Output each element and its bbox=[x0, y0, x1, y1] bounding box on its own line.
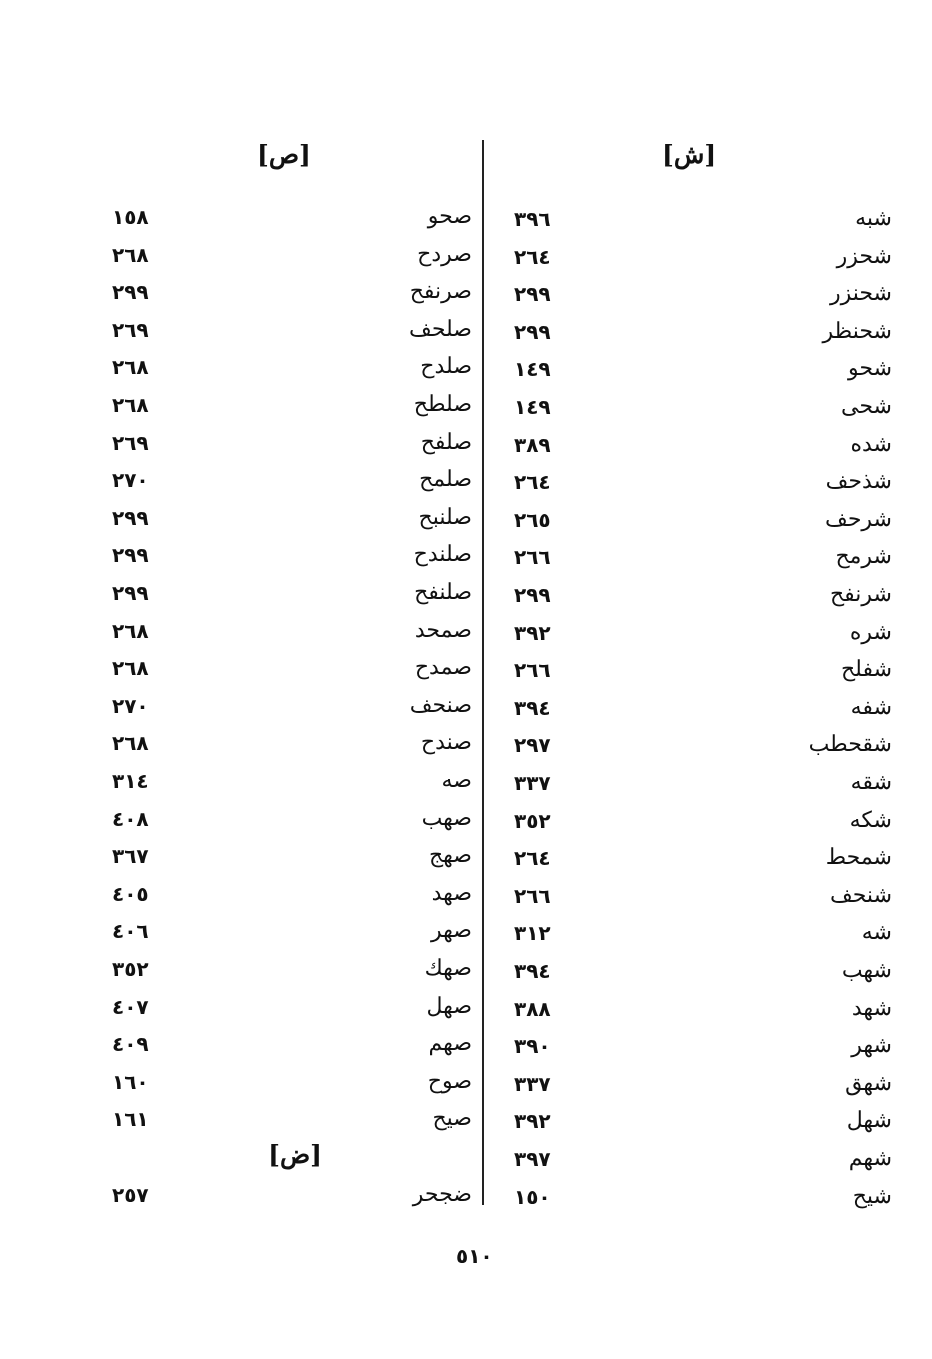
index-entry bbox=[92, 499, 472, 537]
entry-page-number: ٣٣٧ bbox=[514, 771, 551, 795]
index-entry bbox=[92, 612, 472, 650]
entry-word: صلنفح bbox=[414, 580, 472, 605]
entry-page-number: ٣٣٧ bbox=[514, 1072, 551, 1096]
entry-page-number: ٢٦٦ bbox=[514, 884, 551, 908]
entry-page-number: ٢٩٧ bbox=[514, 733, 551, 757]
index-entry bbox=[92, 236, 472, 274]
entry-word: شهر bbox=[851, 1033, 892, 1058]
index-entry bbox=[92, 800, 472, 838]
entry-page-number: ١٥٠ bbox=[514, 1185, 551, 1209]
entry-word: شحو bbox=[848, 356, 892, 381]
entry-page-number: ٣٥٢ bbox=[514, 809, 551, 833]
entry-word: صنحف bbox=[409, 693, 472, 718]
index-entry bbox=[492, 726, 892, 764]
entry-word: صلطح bbox=[413, 392, 472, 417]
entry-word: شفه bbox=[850, 695, 892, 720]
entry-word: صهم bbox=[428, 1031, 472, 1056]
entry-word: صلندح bbox=[413, 542, 472, 567]
entry-page-number: ٢٩٩ bbox=[112, 581, 149, 605]
entry-word: شهد bbox=[851, 996, 892, 1021]
entry-page-number: ١٤٩ bbox=[514, 395, 551, 419]
sub-section-row bbox=[92, 1138, 472, 1176]
index-entry bbox=[92, 762, 472, 800]
entry-page-number: ٢٦٩ bbox=[112, 318, 149, 342]
entry-page-number: ٢٦٨ bbox=[112, 355, 149, 379]
entry-page-number: ٤٠٦ bbox=[112, 919, 149, 943]
entry-page-number: ٢٦٤ bbox=[514, 470, 551, 494]
entry-page-number: ٢٧٠ bbox=[112, 694, 149, 718]
entry-word: صلدح bbox=[420, 354, 472, 379]
entry-page-number: ١٤٩ bbox=[514, 357, 551, 381]
entry-word: شذحف bbox=[825, 469, 892, 494]
entry-page-number: ٣٩٤ bbox=[514, 959, 551, 983]
entry-page-number: ٣٨٨ bbox=[514, 997, 551, 1021]
entry-word: ضجحر bbox=[412, 1182, 472, 1207]
entry-page-number: ٢٦٨ bbox=[112, 619, 149, 643]
entry-word: شحى bbox=[841, 394, 892, 419]
index-entry bbox=[492, 576, 892, 614]
index-entry bbox=[92, 1100, 472, 1138]
entry-page-number: ٢٦٨ bbox=[112, 243, 149, 267]
index-entry bbox=[92, 311, 472, 349]
index-entry bbox=[92, 988, 472, 1026]
index-entry bbox=[492, 238, 892, 276]
entry-word: شفلح bbox=[840, 657, 892, 682]
entry-page-number: ٢٩٩ bbox=[112, 280, 149, 304]
entry-word: صرنفح bbox=[409, 279, 472, 304]
left-column bbox=[92, 0, 472, 1230]
index-entry bbox=[92, 950, 472, 988]
entry-word: صهل bbox=[426, 994, 472, 1019]
entry-word: شرمح bbox=[835, 544, 892, 569]
entry-page-number: ٢٩٩ bbox=[112, 543, 149, 567]
index-entry bbox=[492, 426, 892, 464]
index-entry bbox=[492, 1140, 892, 1178]
index-entry bbox=[92, 461, 472, 499]
index-entry bbox=[492, 1102, 892, 1140]
entry-word: صوح bbox=[427, 1069, 472, 1094]
entry-page-number: ٣٩٠ bbox=[514, 1034, 551, 1058]
index-entry bbox=[92, 574, 472, 612]
entry-page-number: ٣٩٧ bbox=[514, 1147, 551, 1171]
entry-page-number: ٢٥٧ bbox=[112, 1183, 149, 1207]
entry-page-number: ٢٦٤ bbox=[514, 245, 551, 269]
entry-word: شهب bbox=[841, 958, 892, 983]
index-entry bbox=[492, 1027, 892, 1065]
entry-word: صيح bbox=[432, 1106, 472, 1131]
section-heading-sad: [ص] bbox=[257, 140, 311, 169]
entry-page-number: ٤٠٨ bbox=[112, 807, 149, 831]
index-entry bbox=[492, 689, 892, 727]
entry-page-number: ٣٩٦ bbox=[514, 207, 551, 231]
entry-word: صهج bbox=[428, 843, 472, 868]
entry-page-number: ٢٦٥ bbox=[514, 508, 551, 532]
entry-page-number: ٣١٢ bbox=[514, 921, 551, 945]
index-entry bbox=[492, 764, 892, 802]
index-entry bbox=[492, 463, 892, 501]
entry-page-number: ٢٧٠ bbox=[112, 468, 149, 492]
entry-word: شمحط bbox=[825, 845, 892, 870]
index-entry bbox=[92, 687, 472, 725]
entry-word: صهر bbox=[431, 918, 472, 943]
section-heading-shin: [ش] bbox=[662, 140, 717, 169]
index-entry bbox=[92, 1025, 472, 1063]
entry-word: شحنزر bbox=[829, 281, 892, 306]
entry-word: شهل bbox=[846, 1108, 892, 1133]
right-column bbox=[492, 0, 892, 1230]
entry-page-number: ٢٩٩ bbox=[514, 583, 551, 607]
entry-word: شيح bbox=[852, 1184, 892, 1209]
entry-page-number: ١٦١ bbox=[112, 1107, 149, 1131]
entry-word: صلنبح bbox=[418, 505, 472, 530]
entry-page-number: ٢٦٤ bbox=[514, 846, 551, 870]
entry-page-number: ٢٦٦ bbox=[514, 658, 551, 682]
index-entry bbox=[92, 273, 472, 311]
entry-word: شكه bbox=[849, 808, 892, 833]
entry-word: صردح bbox=[417, 242, 472, 267]
entry-page-number: ٢٩٩ bbox=[514, 320, 551, 344]
entry-word: شحنظر bbox=[822, 319, 892, 344]
entry-word: شحزر bbox=[836, 244, 892, 269]
entry-page-number: ٤٠٧ bbox=[112, 995, 149, 1019]
entry-word: شبه bbox=[855, 206, 892, 231]
entry-word: شهم bbox=[848, 1146, 892, 1171]
entry-word: شره bbox=[849, 620, 892, 645]
index-entry bbox=[492, 538, 892, 576]
index-entry bbox=[492, 914, 892, 952]
index-entry bbox=[92, 198, 472, 236]
index-entry bbox=[492, 313, 892, 351]
entry-word: صهك bbox=[424, 956, 472, 981]
entry-page-number: ٣٥٢ bbox=[112, 957, 149, 981]
entry-page-number: ٢٦٨ bbox=[112, 731, 149, 755]
entry-page-number: ٢٦٩ bbox=[112, 431, 149, 455]
entry-page-number: ٤٠٩ bbox=[112, 1032, 149, 1056]
entry-page-number: ٣٩٢ bbox=[514, 1109, 551, 1133]
entry-word: صلحف bbox=[409, 317, 472, 342]
index-entry bbox=[92, 1176, 472, 1214]
entry-page-number: ٣١٤ bbox=[112, 769, 149, 793]
entry-word: صهب bbox=[421, 806, 472, 831]
entry-word: صلمح bbox=[419, 467, 472, 492]
index-entry bbox=[492, 839, 892, 877]
index-entry bbox=[492, 614, 892, 652]
index-entry bbox=[492, 802, 892, 840]
entry-word: صمحد bbox=[414, 618, 472, 643]
entry-page-number: ٢٩٩ bbox=[514, 282, 551, 306]
index-entry bbox=[92, 536, 472, 574]
entry-word: صحو bbox=[427, 204, 472, 229]
entry-page-number: ١٥٨ bbox=[112, 205, 149, 229]
entry-page-number: ٢٦٨ bbox=[112, 393, 149, 417]
index-entry bbox=[92, 424, 472, 462]
page-number: ٥١٠ bbox=[456, 1244, 493, 1268]
section-heading-dad: [ض] bbox=[268, 1140, 322, 1169]
index-entry bbox=[92, 386, 472, 424]
column-divider bbox=[482, 140, 484, 1205]
index-entry bbox=[492, 1178, 892, 1216]
index-entry bbox=[492, 990, 892, 1028]
index-entry bbox=[492, 1065, 892, 1103]
entry-word: شنحف bbox=[829, 883, 892, 908]
index-entry bbox=[492, 651, 892, 689]
index-entry bbox=[92, 724, 472, 762]
index-entry bbox=[492, 877, 892, 915]
entry-word: شقحطب bbox=[808, 732, 892, 757]
entry-page-number: ١٦٠ bbox=[112, 1070, 149, 1094]
entry-page-number: ٢٦٦ bbox=[514, 545, 551, 569]
index-entry bbox=[492, 275, 892, 313]
entry-word: شرنفح bbox=[829, 582, 892, 607]
entry-word: شده bbox=[850, 432, 892, 457]
entry-word: صندح bbox=[420, 730, 472, 755]
entry-page-number: ٣٦٧ bbox=[112, 844, 149, 868]
index-entry bbox=[92, 649, 472, 687]
index-entry bbox=[92, 348, 472, 386]
entry-word: شرحف bbox=[825, 507, 892, 532]
entry-word: شقه bbox=[850, 770, 892, 795]
entry-page-number: ٢٩٩ bbox=[112, 506, 149, 530]
index-entry bbox=[492, 952, 892, 990]
entry-page-number: ٢٦٨ bbox=[112, 656, 149, 680]
index-entry bbox=[492, 200, 892, 238]
entry-page-number: ٣٩٤ bbox=[514, 696, 551, 720]
entry-word: شه bbox=[861, 920, 892, 945]
index-entry bbox=[92, 912, 472, 950]
index-entry bbox=[492, 388, 892, 426]
entry-word: صمدح bbox=[414, 655, 472, 680]
index-entry bbox=[92, 837, 472, 875]
entry-page-number: ٤٠٥ bbox=[112, 882, 149, 906]
entry-word: صلفح bbox=[420, 430, 472, 455]
index-entry bbox=[92, 1063, 472, 1101]
entry-word: صهد bbox=[431, 881, 472, 906]
index-entry bbox=[492, 350, 892, 388]
index-entry bbox=[492, 501, 892, 539]
entry-page-number: ٣٩٢ bbox=[514, 621, 551, 645]
entry-page-number: ٣٨٩ bbox=[514, 433, 551, 457]
entry-word: صه bbox=[441, 768, 472, 793]
index-entry bbox=[92, 875, 472, 913]
entry-word: شهق bbox=[845, 1071, 892, 1096]
